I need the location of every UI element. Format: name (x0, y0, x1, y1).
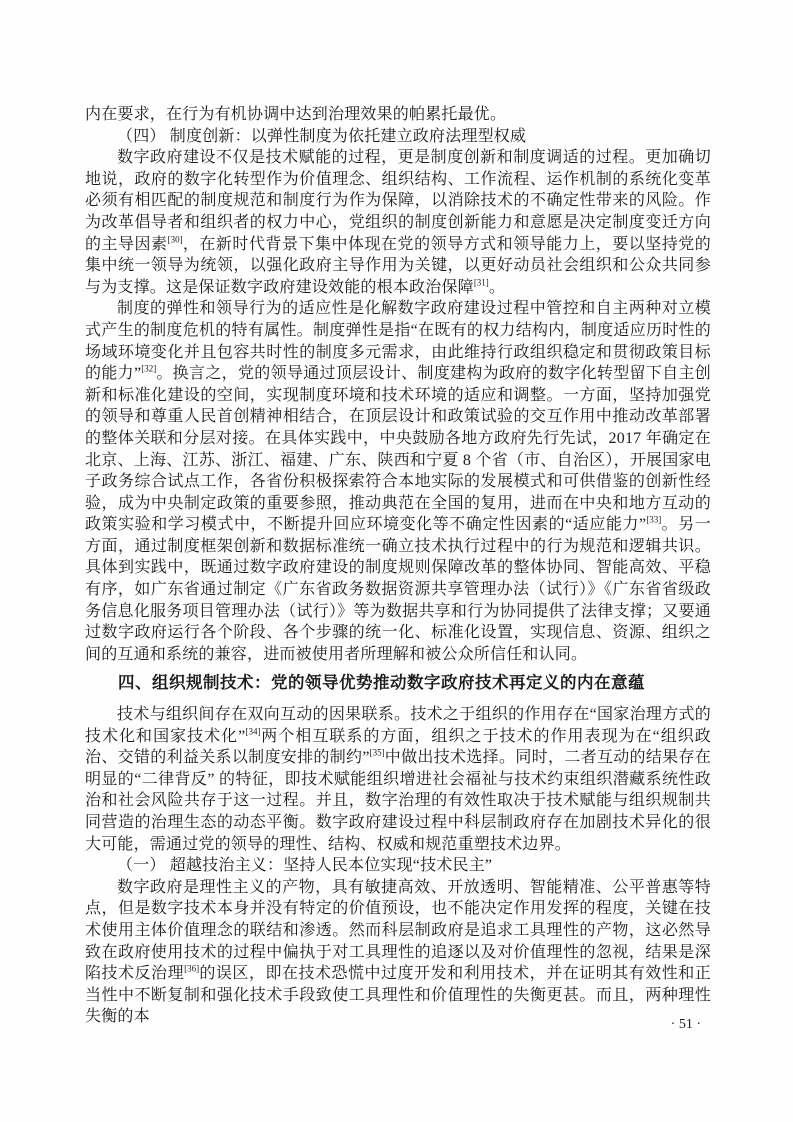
footnote-ref: [32] (141, 363, 157, 374)
footnote-ref: [35] (369, 747, 385, 758)
paragraph-continuation: 内在要求，在行为有机协调中达到治理效果的帕累托最优。 (85, 106, 507, 123)
subsection-heading: （一） 超越技治主义：坚持人民本位实现“技术民主” (117, 857, 493, 875)
footnote-ref: [33] (646, 514, 662, 525)
footnote-ref: [36] (184, 963, 200, 974)
footnote-ref: [31] (473, 277, 489, 288)
paragraph: 数字政府建设不仅是技术赋能的过程，更是制度创新和制度调适的过程。更加确切地说，政府的数字化转型作为价值理念、组织结构、工作流程、运作机制的系统化变革必须有相匹配的制度规范和制度行为作为保障，以消除技术的不确定性带来的风险。作为改革倡导者和组织者的权力中心，党组织的制度创新能力和意愿是决定制度变迁方向的主导因素[30]，在新时代背景下集中体现在党的领导方式和领导能力上，要以坚持党的集中统一领导为统领，以强化政府主导作用为关键，以更好动员社会组织和公众共同参与为支撑。这是保证数字政府建设效能的根本政治保障[31]。 (85, 149, 711, 296)
paragraph: 技术与组织间存在双向互动的因果联系。技术之于组织的作用存在“国家治理方式的技术化和国家技术化”[34]两个相互联系的方面，组织之于技术的作用表现为在“组织政治、交错的利益关系以制度安排的制约”[35]中做出技术选择。同时，二者互动的结果存在明显的“二律背反” 的特征，即技术赋能组织增进社会福祉与技术约束组织潜藏系统性政治和社会风险共存于这一过程。并且，数字治理的有效性取决于技术赋能与组织规制共同营造的治理生态的动态平衡。数字政府建设过程中科层制政府存在加剧技术异化的很大可能，需通过党的领导的理性、结构、权威和规范重塑技术边界。 (85, 706, 711, 853)
document-content (85, 104, 711, 1028)
subsection-heading: （四） 制度创新：以弹性制度为依托建立政府法理型权威 (117, 127, 527, 145)
section-heading: 四、组织规制技术：党的领导优势推动数字政府技术再定义的内在意蕴 (118, 674, 645, 693)
paragraph: 制度的弹性和领导行为的适应性是化解数字政府建设过程中管控和自主两种对立模式产生的制度危机的特有属性。制度弹性是指“在既有的权力结构内，制度适应历时性的场域环境变化并且包容共时性的制度多元需求，由此维持行政组织稳定和贯彻政策目标的能力”[32]。换言之，党的领导通过顶层设计、制度建构为政府的数字化转型留下自主创新和标准化建设的空间，实现制度环境和技术环境的适应和调整。一方面，坚持加强党的领导和尊重人民首创精神相结合，在顶层设计和政策试验的交互作用中推动改革部署的整体关联和分层对接。在具体实践中，中央鼓励各地方政府先行先试，2017 年确定在北京、上海、江苏、浙江、福建、广东、陕西和宁夏 8 个省（市、自治区），开展国家电子政务综合试点工作，各省份积极探索符合本地实际的发展模式和可供借鉴的创新性经验，成为中央制定政策的重要参照，推动典范在全国的复用，进而在中央和地方互动的政策实验和学习模式中，不断提升回应环境变化等不确定性因素的“适应能力”[33]。另一方面，通过制度框架创新和数据标准统一确立技术执行过程中的行为规范和逻辑共识。具体到实践中，既通过数字政府建设的制度规则保障改革的整体协同、智能高效、平稳有序，如广东省通过制定《广东省政务数据资源共享管理办法（试行）》《广东省省级政务信息化服务项目管理办法（试行）》等为数据共享和行为协同提供了法律支撑；又要通过数字政府运行各个阶段、各个步骤的统一化、标准化设置，实现信息、资源、组织之间的互通和系统的兼容，进而被使用者所理解和被公众所信任和认同。 (85, 300, 711, 663)
footnote-ref: [34] (245, 726, 261, 737)
paragraph: 数字政府是理性主义的产物，具有敏捷高效、开放透明、智能精准、公平普惠等特点，但是数字技术本身并没有特定的价值预设，也不能决定作用发挥的程度，关键在技术使用主体价值理念的联结和渗透。然而科层制政府是追求工具理性的产物，这必然导致在政府使用技术的过程中偏执于对工具理性的追逐以及对价值理性的忽视，结果是深陷技术反治理[36]的误区，即在技术恐慌中过度开发和利用技术，并在证明其有效性和正当性中不断复制和强化技术手段致使工具理性和价值理性的失衡更甚。而且，两种理性失衡的本 (85, 878, 712, 1026)
page-number: · 51 · (670, 1017, 701, 1032)
footnote-ref: [30] (167, 234, 183, 245)
